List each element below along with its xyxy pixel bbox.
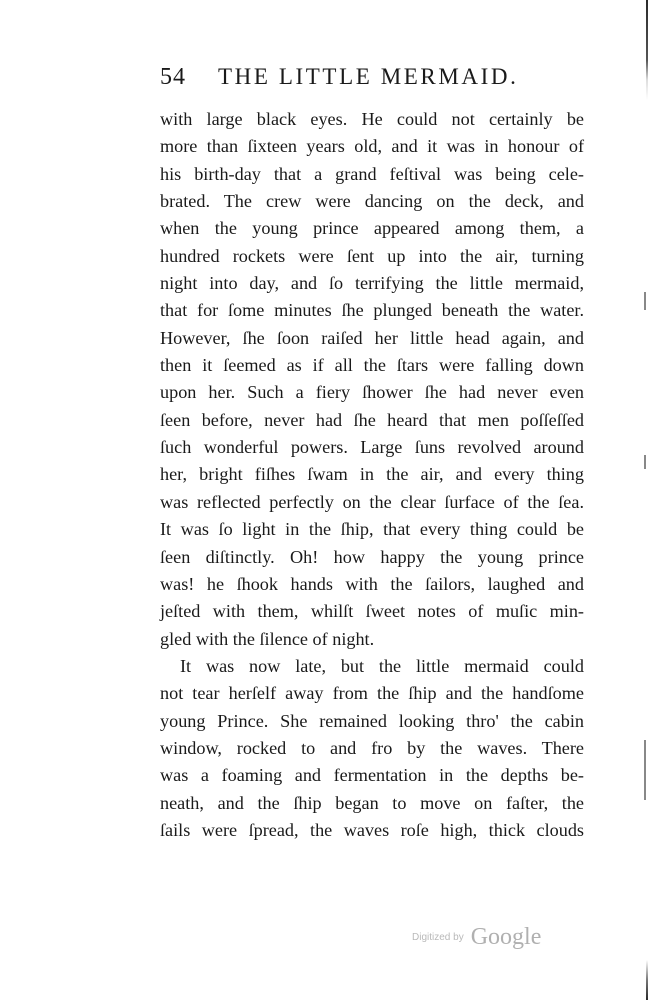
text-line: ſails were ſpread, the waves roſe high, thick clouds (160, 819, 584, 840)
page-header (160, 64, 580, 98)
text-line: more than ſixteen years old, and it was in honour of (160, 136, 584, 157)
text-line: gled with the ſilence of night. (160, 628, 375, 649)
text-line: that for ſome minutes ſhe plunged beneath the water. (160, 300, 584, 321)
text-line: night into day, and ſo terrifying the little mermaid, (160, 273, 584, 294)
page-edge-line (646, 0, 648, 1000)
text-line: ſuch wonderful powers. Large ſuns revolved around (160, 437, 584, 458)
text-line: brated. The crew were dancing on the deck, and (160, 191, 584, 212)
text-line: It was now late, but the little mermaid could (180, 655, 584, 676)
text-line: her, bright fiſhes ſwam in the air, and every thing (160, 464, 584, 485)
text-line: with large black eyes. He could not certainly be (160, 109, 584, 129)
text-line: upon her. Such a fiery ſhower ſhe had never even (160, 382, 584, 403)
page-edge-mark (644, 455, 646, 469)
text-line: was a foaming and fermentation in the depths be- (160, 765, 584, 786)
text-line: However, ſhe ſoon raiſed her little head again, and (160, 327, 584, 348)
body-text (160, 106, 584, 844)
paragraph (160, 106, 584, 653)
text-line: window, rocked to and fro by the waves. There (160, 737, 584, 758)
text-line: hundred rockets were ſent up into the air, turning (160, 245, 584, 266)
text-line: was! he ſhook hands with the ſailors, laughed and (160, 573, 584, 594)
text-line: then it ſeemed as if all the ſtars were falling down (160, 355, 584, 376)
text-line: young Prince. She remained looking thro' the cabin (160, 710, 584, 731)
text-line: jeſted with them, whilſt ſweet notes of muſic min- (160, 601, 584, 622)
text-line: ſeen diſtinctly. Oh! how happy the young prince (160, 546, 584, 567)
running-title: THE LITTLE MERMAID. (218, 64, 519, 89)
page-edge-mark (644, 740, 646, 800)
google-watermark (412, 924, 541, 958)
text-line: was reflected perfectly on the clear ſurface of the ſea. (160, 491, 584, 512)
paragraph (160, 653, 584, 844)
text-line: ſeen before, never had ſhe heard that men poſſeſſed (160, 409, 584, 430)
watermark-prefix: Digitized by (412, 932, 464, 943)
page-edge-mark (644, 292, 646, 310)
text-line: neath, and the ſhip began to move on faſter, the (160, 792, 584, 813)
google-logo: Google (470, 924, 542, 950)
text-line: when the young prince appeared among them, a (160, 218, 584, 239)
text-line: not tear herſelf away from the ſhip and the handſome (160, 683, 584, 704)
text-line: his birth-day that a grand feſtival was being cele- (160, 163, 584, 184)
text-line: It was ſo light in the ſhip, that every thing could be (160, 519, 584, 540)
page-number: 54 (160, 64, 186, 90)
